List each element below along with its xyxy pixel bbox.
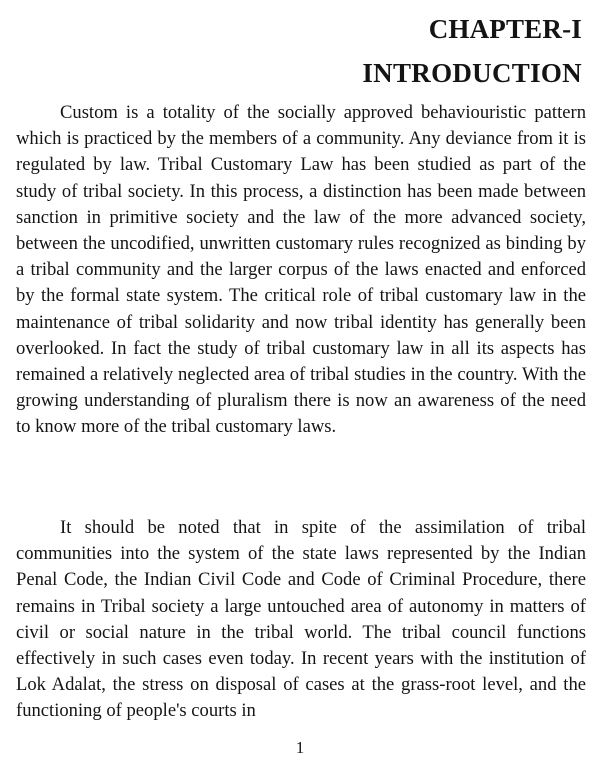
chapter-title: INTRODUCTION [362, 58, 582, 88]
chapter-label: CHAPTER-I [428, 14, 582, 44]
paragraph-2: It should be noted that in spite of the assimilation of tribal communities into the system of the state laws represented by the Indian Penal Code, the Indian Civil Code and Code of Criminal Procedure, there remains in Tribal society a large untouched area of autonomy in matters of civil or social nature in the tribal world. The tribal council functions effectively in such cases even today. In recent years with the institution of Lok Adalat, the stress on disposal of cases at the grass-root level, and the functioning of people's courts in [16, 517, 586, 722]
page-number: 1 [295, 738, 305, 757]
paragraph-1: Custom is a totality of the socially approved behaviouristic pattern which is practiced by the members of a community. Any deviance from it is regulated by law. Tribal Customary Law has been studied as part of the study of tribal society. In this process, a distinction has been made between sanction in primitive society and the law of the more advanced society, between the uncodified, unwritten customary rules recognized as binding by a tribal community and the larger corpus of the laws enacted and enforced by the formal state system. The critical role of tribal customary law in the maintenance of tribal solidarity and now tribal identity has generally been overlooked. In fact the study of tribal customary law in all its aspects has remained a relatively neglected area of tribal studies in the country. With the growing understanding of pluralism there is now an awareness of the need to know more of the tribal customary laws. [16, 102, 586, 438]
